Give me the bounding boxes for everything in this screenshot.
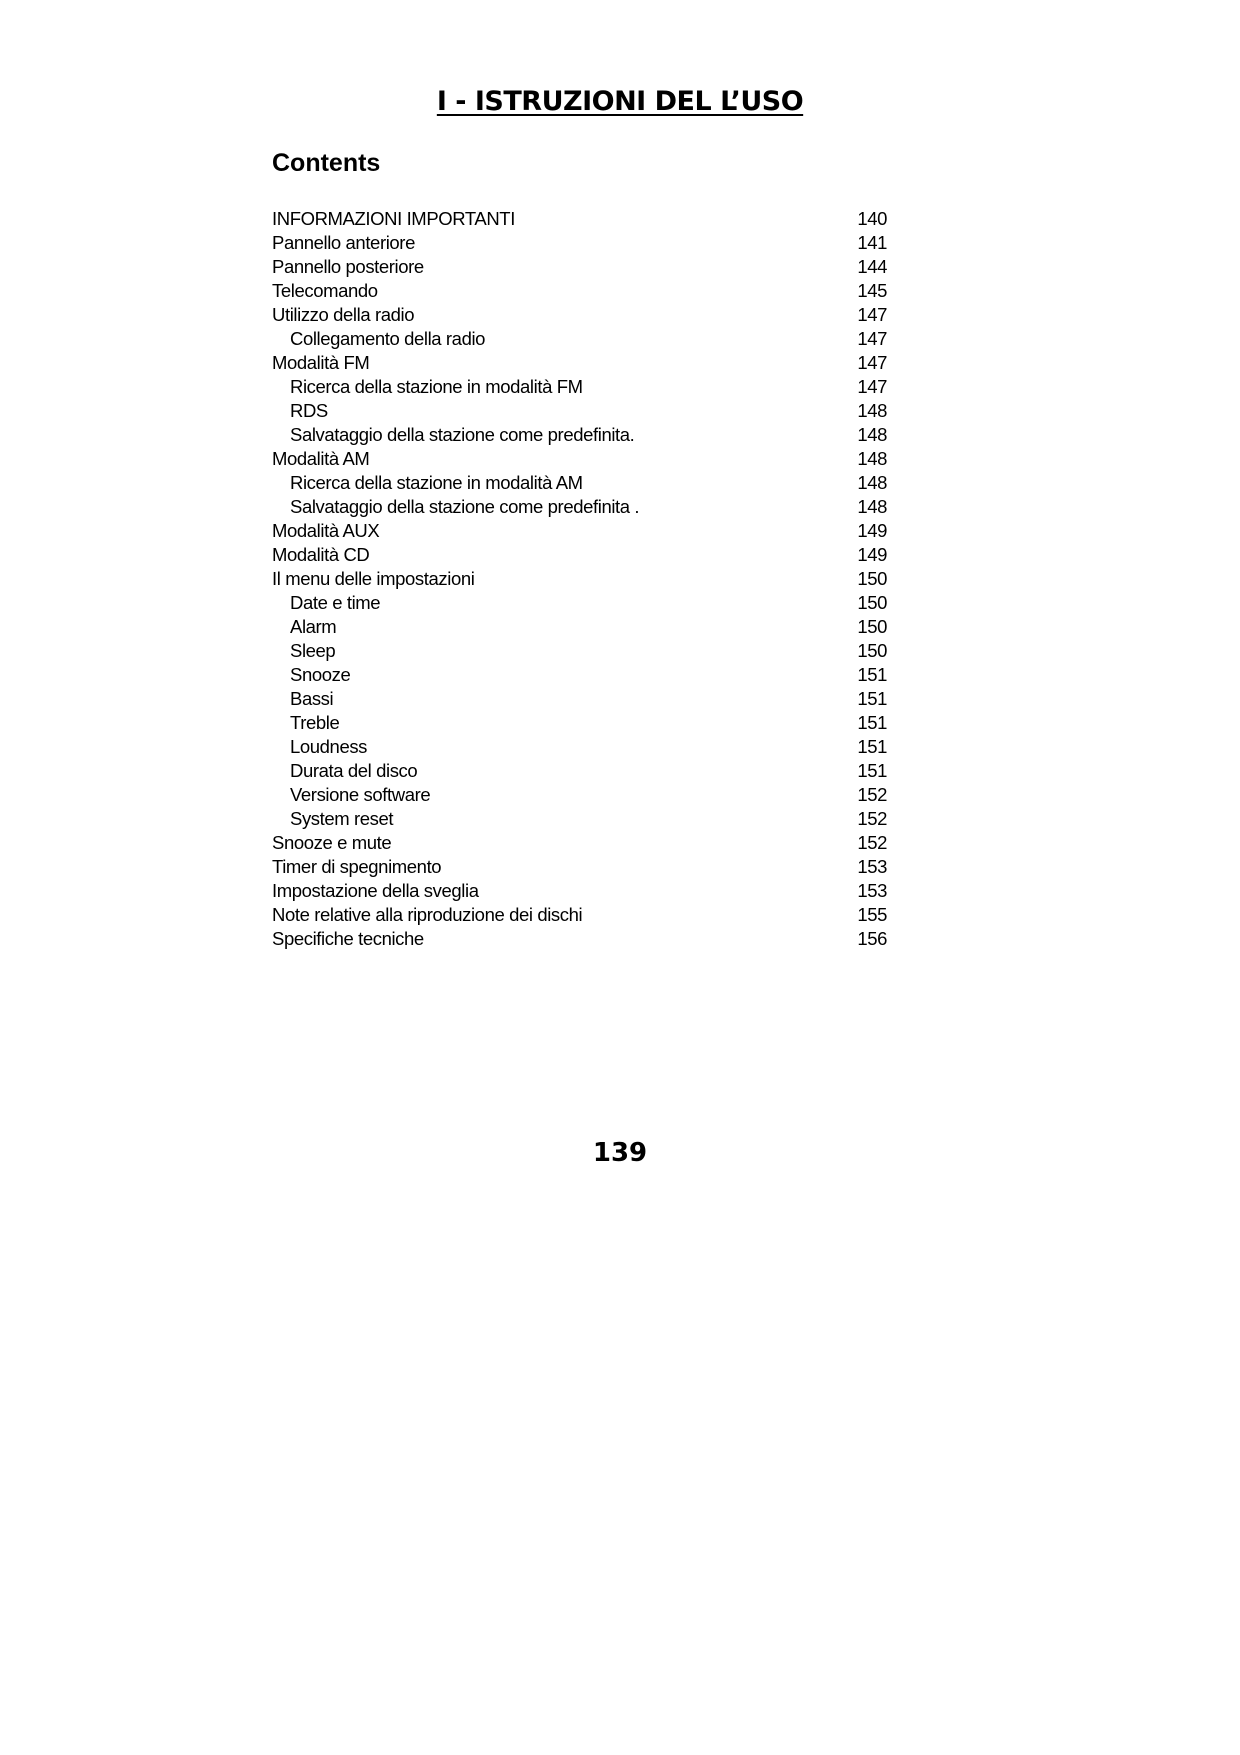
- toc-entry: [272, 447, 887, 471]
- toc-entry-label: System reset: [290, 808, 394, 829]
- toc-entry: [272, 543, 887, 567]
- toc-entry-page: 150: [857, 568, 887, 589]
- toc-entry-label: RDS: [290, 400, 328, 421]
- toc-entry: [272, 471, 887, 495]
- toc-entry-page: 153: [857, 856, 887, 877]
- toc-entry-page: 141: [857, 232, 887, 253]
- toc-entry-page: 149: [857, 544, 887, 565]
- toc-entry-label: Ricerca della stazione in modalità FM: [290, 376, 583, 397]
- toc-entry-label: Treble: [290, 712, 340, 733]
- toc-entry: [272, 783, 887, 807]
- toc-entry-page: 147: [857, 328, 887, 349]
- toc-entry-label: Il menu delle impostazioni: [272, 568, 475, 589]
- toc-entry-label: Versione software: [290, 784, 431, 805]
- toc-entry-page: 145: [857, 280, 887, 301]
- toc-entry: [272, 423, 887, 447]
- toc-entry-label: Utilizzo della radio: [272, 304, 415, 325]
- toc-entry-page: 148: [857, 496, 887, 517]
- toc-entry-page: 152: [857, 784, 887, 805]
- toc-entry-page: 148: [857, 472, 887, 493]
- toc-entry-label: Modalità CD: [272, 544, 370, 565]
- toc-entry: [272, 591, 887, 615]
- toc-entry-label: Bassi: [290, 688, 334, 709]
- toc-entry-label: Impostazione della sveglia: [272, 880, 479, 901]
- toc-entry-page: 151: [857, 664, 887, 685]
- toc-entry: [272, 639, 887, 663]
- toc-entry-page: 153: [857, 880, 887, 901]
- toc-entry: [272, 927, 887, 951]
- toc-entry-label: Ricerca della stazione in modalità AM: [290, 472, 583, 493]
- toc-entry: [272, 711, 887, 735]
- toc-entry: [272, 903, 887, 927]
- toc-entry: [272, 303, 887, 327]
- toc-entry-page: 148: [857, 400, 887, 421]
- toc-entry-page: 147: [857, 304, 887, 325]
- toc-entry-page: 151: [857, 760, 887, 781]
- toc-entry-page: 151: [857, 712, 887, 733]
- toc-entry-label: Modalità FM: [272, 352, 370, 373]
- toc-entry: [272, 279, 887, 303]
- page-number: 139: [592, 1138, 648, 1168]
- toc-entry: [272, 255, 887, 279]
- toc-entry-page: 155: [857, 904, 887, 925]
- toc-entry-label: Timer di spegnimento: [272, 856, 442, 877]
- toc-entry: [272, 807, 887, 831]
- toc-entry: [272, 663, 887, 687]
- toc-entry: [272, 231, 887, 255]
- toc-entry-label: Modalità AUX: [272, 520, 380, 541]
- toc-entry-page: 156: [857, 928, 887, 949]
- toc-entry: [272, 615, 887, 639]
- toc-entry-page: 150: [857, 592, 887, 613]
- toc-entry-label: Pannello anteriore: [272, 232, 415, 253]
- toc-entry: [272, 855, 887, 879]
- contents-heading: Contents: [272, 149, 381, 177]
- toc-entry-label: Salvataggio della stazione come predefinita .: [290, 496, 640, 517]
- toc-entry-page: 151: [857, 688, 887, 709]
- toc-entry: [272, 735, 887, 759]
- page-title: I - ISTRUZIONI DEL L’USO: [436, 86, 804, 117]
- toc-entry-page: 149: [857, 520, 887, 541]
- toc-entry-page: 147: [857, 352, 887, 373]
- toc-entry: [272, 207, 887, 231]
- toc-entry-label: INFORMAZIONI IMPORTANTI: [272, 208, 515, 229]
- table-of-contents: [272, 207, 887, 951]
- toc-entry-label: Salvataggio della stazione come predefinita.: [290, 424, 635, 445]
- toc-entry-page: 148: [857, 448, 887, 469]
- toc-entry: [272, 687, 887, 711]
- toc-entry: [272, 399, 887, 423]
- toc-entry: [272, 495, 887, 519]
- toc-entry-page: 150: [857, 616, 887, 637]
- toc-entry: [272, 759, 887, 783]
- toc-entry-page: 140: [857, 208, 887, 229]
- toc-entry: [272, 519, 887, 543]
- toc-entry-page: 152: [857, 832, 887, 853]
- toc-entry-label: Date e time: [290, 592, 381, 613]
- toc-entry-label: Alarm: [290, 616, 337, 637]
- toc-entry-label: Modalità AM: [272, 448, 370, 469]
- toc-entry-page: 150: [857, 640, 887, 661]
- toc-entry-label: Sleep: [290, 640, 336, 661]
- toc-entry-label: Loudness: [290, 736, 368, 757]
- toc-entry: [272, 831, 887, 855]
- toc-entry: [272, 351, 887, 375]
- toc-entry: [272, 327, 887, 351]
- toc-entry-page: 144: [857, 256, 887, 277]
- toc-entry-label: Durata del disco: [290, 760, 418, 781]
- toc-entry-label: Collegamento della radio: [290, 328, 486, 349]
- toc-entry: [272, 567, 887, 591]
- toc-entry-page: 151: [857, 736, 887, 757]
- toc-entry-page: 148: [857, 424, 887, 445]
- toc-entry-page: 147: [857, 376, 887, 397]
- toc-entry-label: Pannello posteriore: [272, 256, 424, 277]
- toc-entry-label: Note relative alla riproduzione dei dischi: [272, 904, 583, 925]
- toc-entry-label: Telecomando: [272, 280, 378, 301]
- toc-entry-label: Snooze e mute: [272, 832, 392, 853]
- toc-entry-label: Snooze: [290, 664, 351, 685]
- toc-entry-page: 152: [857, 808, 887, 829]
- toc-entry-label: Specifiche tecniche: [272, 928, 424, 949]
- toc-entry: [272, 375, 887, 399]
- toc-entry: [272, 879, 887, 903]
